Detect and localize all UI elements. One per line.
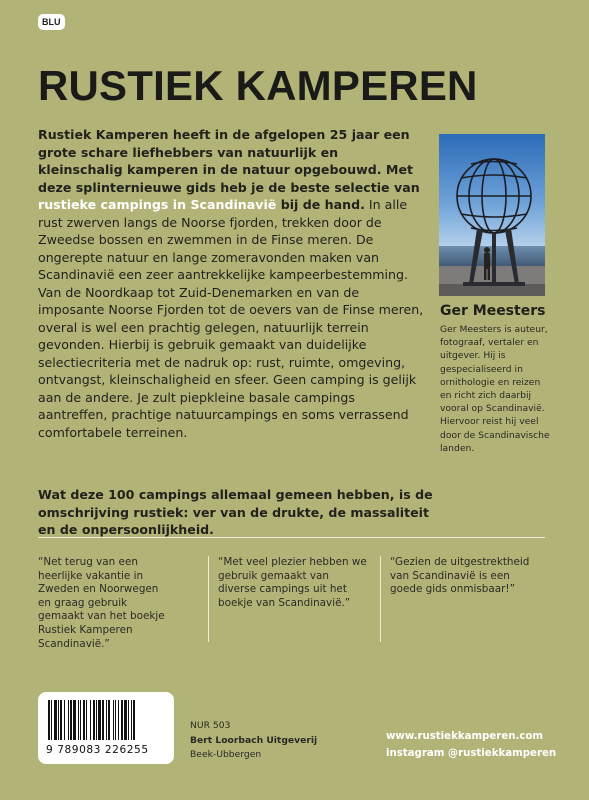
intro-bold-end: bij de hand. xyxy=(276,197,365,212)
website-link[interactable]: www.rustiekkamperen.com xyxy=(386,731,544,742)
north-cape-globe-photo xyxy=(439,134,545,296)
quote-separator xyxy=(380,556,381,642)
isbn-number: 9 789083 226255 xyxy=(46,744,149,756)
quote-separator xyxy=(208,556,209,642)
logo-text: BLU xyxy=(42,17,61,27)
intro-regular: In alle rust zwerven langs de Noorse fjorden, trekken door de Zweedse bossen en zwemmen in de Finse meren. De ongerepte natuur en lange zomeravonden maken van Scandinavië een zeer aantrekkelijke kampeerbestemming. Van de Noordkaap tot Zuid-Denemarken en van de imposante Noorse Fjorden tot de oevers van de Finse meren, overal is wel een prachtig gelegen, natuurlijk terrein gevonden. Hierbij is gebruik gemaakt van duidelijke selectiecriteria met de nadruk op: rust, ruimte, omgeving, ontvangst, kleinschaligheid en sfeer. Geen camping is gelijk aan de andere. Je zult piepkleine basale campings aantreffen, prachtige natuurcampings en soms verrassend comfortabele terreinen. xyxy=(38,197,424,440)
divider xyxy=(38,537,545,538)
intro-highlight: rustieke campings in Scandinavië xyxy=(38,197,277,212)
quote-2: “Met veel plezier hebben we gebruik gemaakt van diverse campings uit het boekje van Scandinavië.” xyxy=(218,556,367,609)
publisher-city: Beek-Ubbergen xyxy=(190,749,262,761)
instagram-handle[interactable]: instagram @rustiekkamperen xyxy=(386,748,557,759)
quote-3: “Gezien de uitgestrektheid van Scandinavië is een goede gids onmisbaar!” xyxy=(390,556,530,596)
web-info xyxy=(386,728,556,762)
publisher-logo xyxy=(38,14,65,30)
publisher-name: Bert Loorbach Uitgeverij xyxy=(190,734,318,746)
publisher-info xyxy=(190,719,317,763)
intro-bold: Rustiek Kamperen heeft in de afgelopen 25 jaar een grote schare liefhebbers van natuurlijk en kleinschalig kamperen in de natuur opgebouwd. Met deze splinternieuwe gids heb je de beste selectie van xyxy=(38,127,420,195)
author-name: Ger Meesters xyxy=(440,303,546,319)
author-photo xyxy=(439,134,545,296)
book-title: RUSTIEK KAMPEREN xyxy=(38,62,478,109)
intro-text xyxy=(38,126,426,441)
nur-code: NUR 503 xyxy=(190,720,231,731)
quote-1: “Net terug van een heerlijke vakantie in Zweden en Noorwegen en graag gebruik gemaakt van het boekje Rustiek Kamperen Scandinavië.” xyxy=(38,556,165,650)
closing-text: Wat deze 100 campings allemaal gemeen hebben, is de omschrijving rustiek: ver van de drukte, de massaliteit en de onpersoonlijkheid. xyxy=(38,487,433,537)
author-bio: Ger Meesters is auteur, fotograaf, vertaler en uitgever. Hij is gespecialiseerd in ornithologie en reizen en richt zich daarbij vooral op Scandinavië. Hiervoor reist hij veel door de Scandinavische landen. xyxy=(440,324,550,454)
